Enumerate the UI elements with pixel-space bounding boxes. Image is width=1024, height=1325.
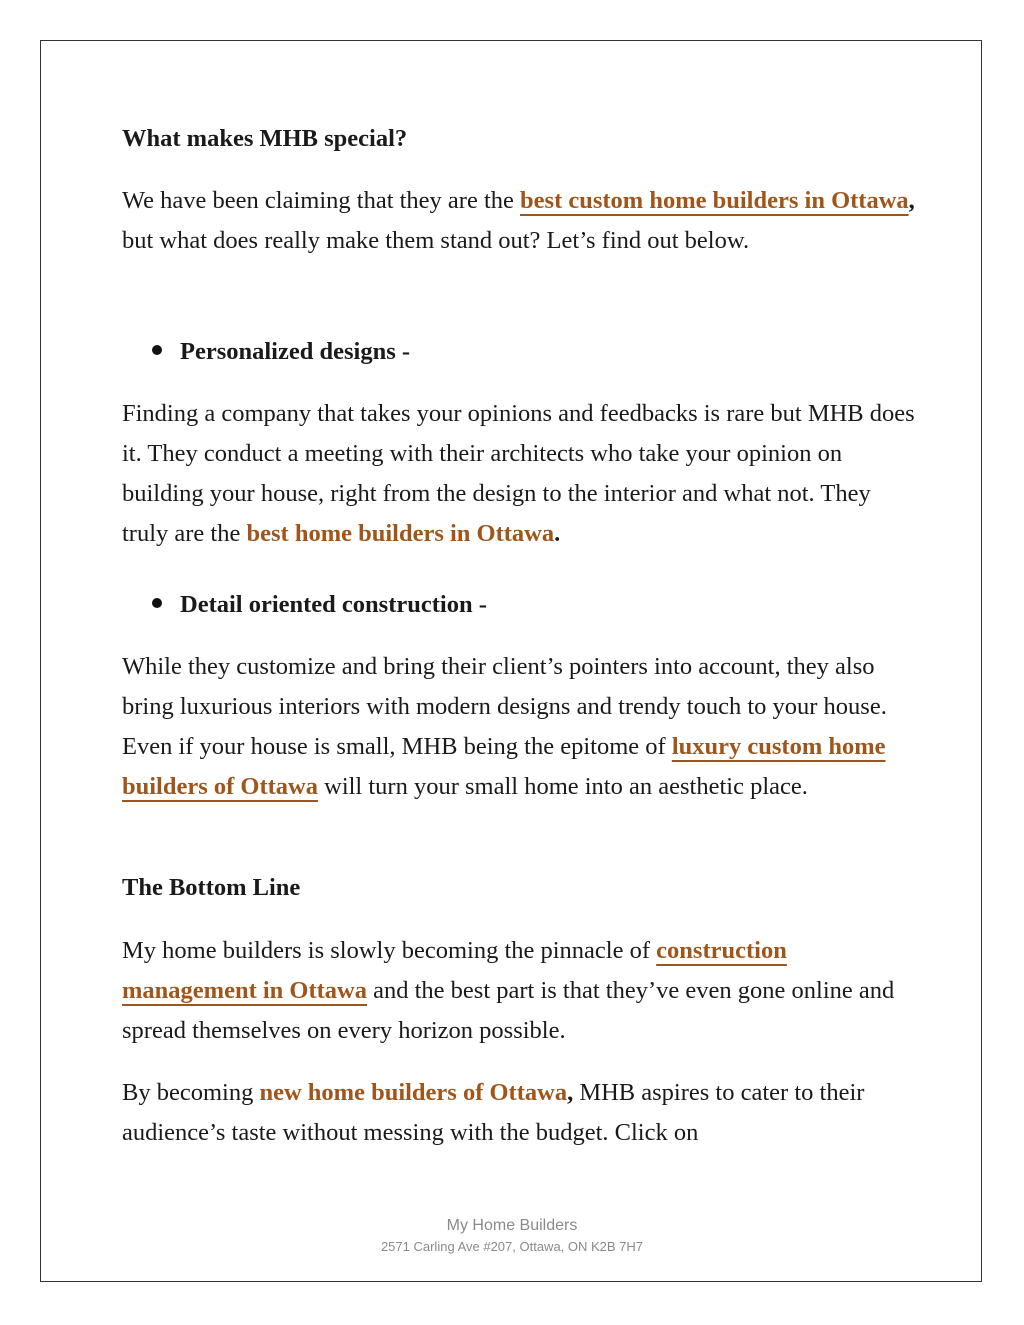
paragraph-detail	[122, 647, 922, 807]
bullet-dot-icon	[152, 345, 162, 355]
bullet-personalized-designs	[152, 332, 410, 372]
section-heading-special: What makes MHB special?	[122, 125, 408, 152]
paragraph-intro	[122, 181, 922, 261]
bullet-detail-oriented	[152, 585, 487, 625]
bullet-label: Detail oriented construction -	[180, 591, 487, 618]
paragraph-text: and the best part is that they’ve even gone online and spread themselves on every horizon possible.	[122, 977, 895, 1044]
paragraph-text: By becoming	[122, 1079, 260, 1106]
section-heading-bottom-line: The Bottom Line	[122, 874, 301, 901]
link-best-home-builders[interactable]: best home builders in Ottawa	[246, 520, 555, 547]
paragraph-bottom-line	[122, 931, 922, 1051]
link-new-home-builders[interactable]: new home builders of Ottawa	[259, 1079, 568, 1106]
paragraph-text: We have been claiming that they are the	[122, 187, 521, 214]
paragraph-text: MHB aspires to cater to their audience’s taste without messing with the budget. Click on	[122, 1079, 865, 1146]
footer-company-name: My Home Builders	[446, 1217, 578, 1234]
paragraph-text: My home builders is slowly becoming the pinnacle of	[122, 937, 657, 964]
bullet-label: Personalized designs -	[180, 338, 411, 365]
paragraph-text: will turn your small home into an aesthetic place.	[318, 773, 808, 800]
link-luxury-custom-home-builders[interactable]: luxury custom home builders of Ottawa	[122, 733, 886, 800]
paragraph-text: While they customize and bring their client’s pointers into account, they also bring luxurious interiors with modern designs and trendy touch to your house. Even if your house is small, MHB being the epitome of	[122, 653, 887, 760]
link-best-custom-home-builders[interactable]: best custom home builders in Ottawa	[520, 187, 909, 214]
footer-address: 2571 Carling Ave #207, Ottawa, ON K2B 7H7	[380, 1239, 644, 1254]
document-page	[40, 40, 982, 1282]
paragraph-new-home-builders	[122, 1073, 922, 1153]
paragraph-text: ,	[567, 1079, 574, 1106]
paragraph-text: but what does really make them stand out? Let’s find out below.	[122, 227, 750, 254]
paragraph-text: ,	[908, 187, 915, 214]
paragraph-personalized	[122, 394, 922, 554]
paragraph-text: .	[554, 520, 561, 547]
paragraph-text: Finding a company that takes your opinions and feedbacks is rare but MHB does it. They conduct a meeting with their architects who take your opinion on building your house, right from the design to the interior and what not. They truly are the	[122, 400, 915, 547]
bullet-dot-icon	[152, 598, 162, 608]
link-construction-management[interactable]: construction management in Ottawa	[122, 937, 787, 1004]
